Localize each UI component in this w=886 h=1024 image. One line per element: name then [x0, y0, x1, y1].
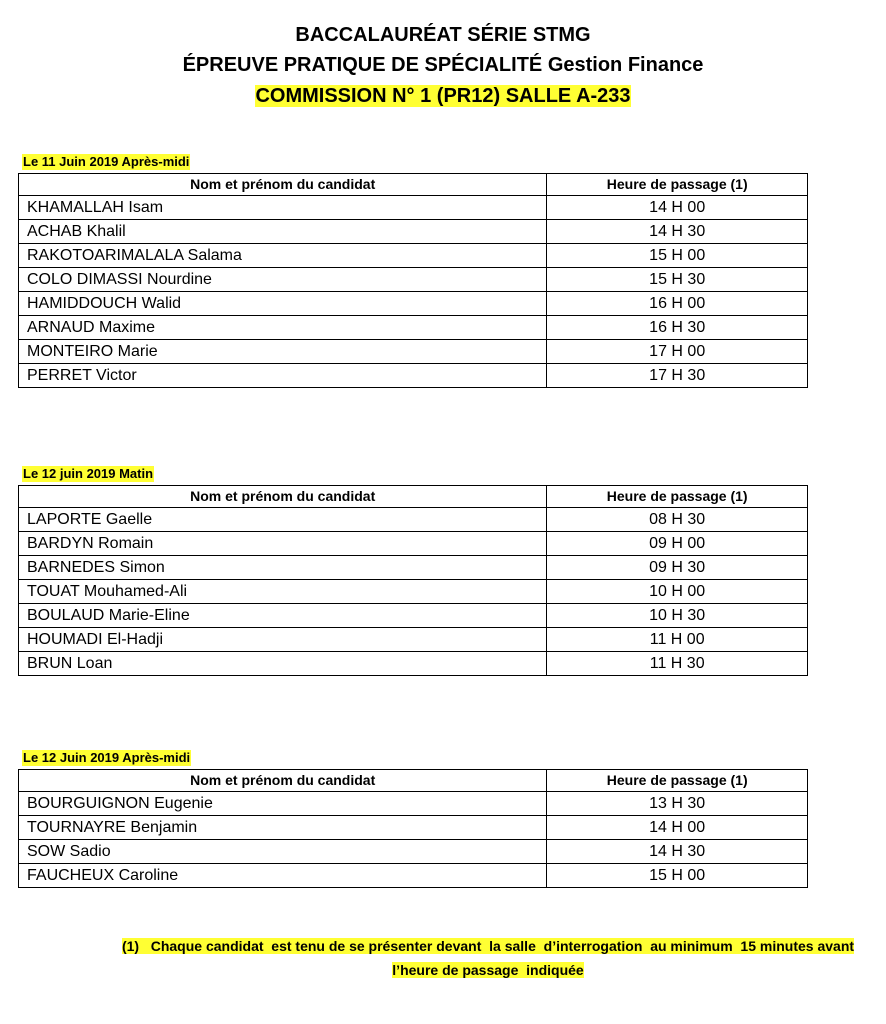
title-text-1: BACCALAURÉAT SÉRIE STMG	[295, 24, 591, 46]
passage-time: 13 H 30	[547, 792, 808, 816]
candidate-name: BARDYN Romain	[19, 532, 547, 556]
footnote	[0, 934, 886, 982]
column-header-name: Nom et prénom du candidat	[19, 486, 547, 508]
table-row	[19, 196, 808, 220]
schedule-table	[18, 173, 808, 388]
title-line-2	[0, 54, 886, 77]
table-header-row	[19, 486, 808, 508]
passage-time: 15 H 30	[547, 268, 808, 292]
candidate-name: HOUMADI El-Hadji	[19, 628, 547, 652]
passage-time: 15 H 00	[547, 244, 808, 268]
column-header-name: Nom et prénom du candidat	[19, 770, 547, 792]
table-row	[19, 556, 808, 580]
table-row	[19, 508, 808, 532]
table-row	[19, 652, 808, 676]
candidate-name: BARNEDES Simon	[19, 556, 547, 580]
schedule-table	[18, 769, 808, 888]
footnote-line-2: l’heure de passage indiquée	[392, 962, 584, 978]
candidate-name: PERRET Victor	[19, 364, 547, 388]
candidate-name: TOURNAYRE Benjamin	[19, 816, 547, 840]
title-line-3	[0, 85, 886, 108]
title-line-1	[0, 24, 886, 47]
table-row	[19, 840, 808, 864]
table-row	[19, 292, 808, 316]
column-header-name: Nom et prénom du candidat	[19, 174, 547, 196]
table-header-row	[19, 770, 808, 792]
candidate-name: BOULAUD Marie-Eline	[19, 604, 547, 628]
candidate-name: RAKOTOARIMALALA Salama	[19, 244, 547, 268]
passage-time: 10 H 00	[547, 580, 808, 604]
table-header-row	[19, 174, 808, 196]
passage-time: 17 H 00	[547, 340, 808, 364]
session-label: Le 11 Juin 2019 Après-midi	[23, 154, 190, 169]
session-label: Le 12 Juin 2019 Après-midi	[23, 750, 191, 765]
passage-time: 08 H 30	[547, 508, 808, 532]
candidate-name: BRUN Loan	[19, 652, 547, 676]
candidate-name: LAPORTE Gaelle	[19, 508, 547, 532]
candidate-name: ARNAUD Maxime	[19, 316, 547, 340]
passage-time: 14 H 00	[547, 816, 808, 840]
passage-time: 10 H 30	[547, 604, 808, 628]
column-header-time: Heure de passage (1)	[547, 486, 808, 508]
table-row	[19, 864, 808, 888]
title-text-2: ÉPREUVE PRATIQUE DE SPÉCIALITÉ Gestion Finance	[182, 54, 704, 76]
passage-time: 11 H 00	[547, 628, 808, 652]
table-row	[19, 628, 808, 652]
table-row	[19, 604, 808, 628]
candidate-name: SOW Sadio	[19, 840, 547, 864]
passage-time: 09 H 00	[547, 532, 808, 556]
passage-time: 14 H 00	[547, 196, 808, 220]
candidate-name: BOURGUIGNON Eugenie	[19, 792, 547, 816]
candidate-name: MONTEIRO Marie	[19, 340, 547, 364]
column-header-time: Heure de passage (1)	[547, 770, 808, 792]
passage-time: 16 H 30	[547, 316, 808, 340]
schedule-table	[18, 485, 808, 676]
footnote-line-1: (1) Chaque candidat est tenu de se présenter devant la salle d’interrogation au minimum 15 minutes avant	[121, 938, 855, 954]
passage-time: 17 H 30	[547, 364, 808, 388]
candidate-name: HAMIDDOUCH Walid	[19, 292, 547, 316]
column-header-time: Heure de passage (1)	[547, 174, 808, 196]
table-row	[19, 316, 808, 340]
table-row	[19, 220, 808, 244]
passage-time: 11 H 30	[547, 652, 808, 676]
passage-time: 16 H 00	[547, 292, 808, 316]
session-label: Le 12 juin 2019 Matin	[23, 466, 154, 481]
passage-time: 14 H 30	[547, 840, 808, 864]
table-row	[19, 268, 808, 292]
table-row	[19, 580, 808, 604]
table-row	[19, 364, 808, 388]
table-row	[19, 244, 808, 268]
candidate-name: ACHAB Khalil	[19, 220, 547, 244]
table-row	[19, 532, 808, 556]
commission-title: COMMISSION N° 1 (PR12) SALLE A-233	[255, 85, 631, 107]
passage-time: 14 H 30	[547, 220, 808, 244]
passage-time: 09 H 30	[547, 556, 808, 580]
candidate-name: TOUAT Mouhamed-Ali	[19, 580, 547, 604]
candidate-name: KHAMALLAH Isam	[19, 196, 547, 220]
table-row	[19, 792, 808, 816]
table-row	[19, 340, 808, 364]
candidate-name: FAUCHEUX Caroline	[19, 864, 547, 888]
passage-time: 15 H 00	[547, 864, 808, 888]
table-row	[19, 816, 808, 840]
candidate-name: COLO DIMASSI Nourdine	[19, 268, 547, 292]
